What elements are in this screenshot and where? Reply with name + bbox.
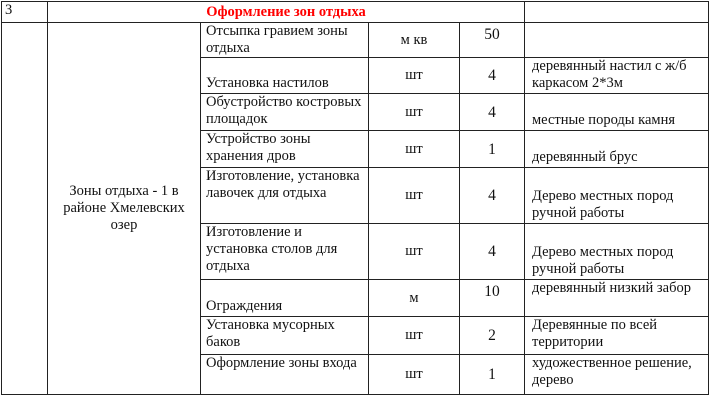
section-title: Оформление зон отдыха xyxy=(48,2,525,23)
note: Деревянные по всей территории xyxy=(525,317,709,355)
note: деревянный низкий забор xyxy=(525,280,709,317)
unit: шт xyxy=(369,224,460,280)
unit: шт xyxy=(369,58,460,94)
unit: шт xyxy=(369,94,460,131)
work-name: Обустройство костровых площадок xyxy=(201,94,369,131)
work-name: Ограждения xyxy=(201,280,369,317)
work-name: Установка настилов xyxy=(201,58,369,94)
work-name: Изготовление, установка лавочек для отдыха xyxy=(201,168,369,224)
work-name: Оформление зоны входа xyxy=(201,355,369,395)
unit: шт xyxy=(369,131,460,168)
note: деревянный настил с ж/б каркасом 2*3м xyxy=(525,58,709,94)
quantity: 1 xyxy=(460,355,525,395)
work-name: Установка мусорных баков xyxy=(201,317,369,355)
quantity: 1 xyxy=(460,131,525,168)
note: художественное решение, дерево xyxy=(525,355,709,395)
zone-name: Зоны отдыха - 1 в районе Хмелевских озер xyxy=(48,23,201,395)
unit: м xyxy=(369,280,460,317)
quantity: 4 xyxy=(460,224,525,280)
number-cell xyxy=(2,23,48,395)
unit: шт xyxy=(369,168,460,224)
note xyxy=(525,23,709,58)
work-name: Изготовление и установка столов для отдыха xyxy=(201,224,369,280)
quantity: 2 xyxy=(460,317,525,355)
unit: м кв xyxy=(369,23,460,58)
note: местные породы камня xyxy=(525,94,709,131)
note: Дерево местных пород ручной работы xyxy=(525,168,709,224)
quantity: 4 xyxy=(460,168,525,224)
work-name: Отсыпка гравием зоны отдыха xyxy=(201,23,369,58)
quantity: 50 xyxy=(460,23,525,58)
quantity: 10 xyxy=(460,280,525,317)
section-header-row xyxy=(2,2,709,23)
quantity: 4 xyxy=(460,94,525,131)
quantity: 4 xyxy=(460,58,525,94)
unit: шт xyxy=(369,355,460,395)
header-empty-cell xyxy=(525,2,709,23)
section-number: 3 xyxy=(2,2,48,23)
works-table xyxy=(1,1,709,395)
work-name: Устройство зоны хранения дров xyxy=(201,131,369,168)
note: деревянный брус xyxy=(525,131,709,168)
note: Дерево местных пород ручной работы xyxy=(525,224,709,280)
unit: шт xyxy=(369,317,460,355)
table-row xyxy=(2,23,709,58)
